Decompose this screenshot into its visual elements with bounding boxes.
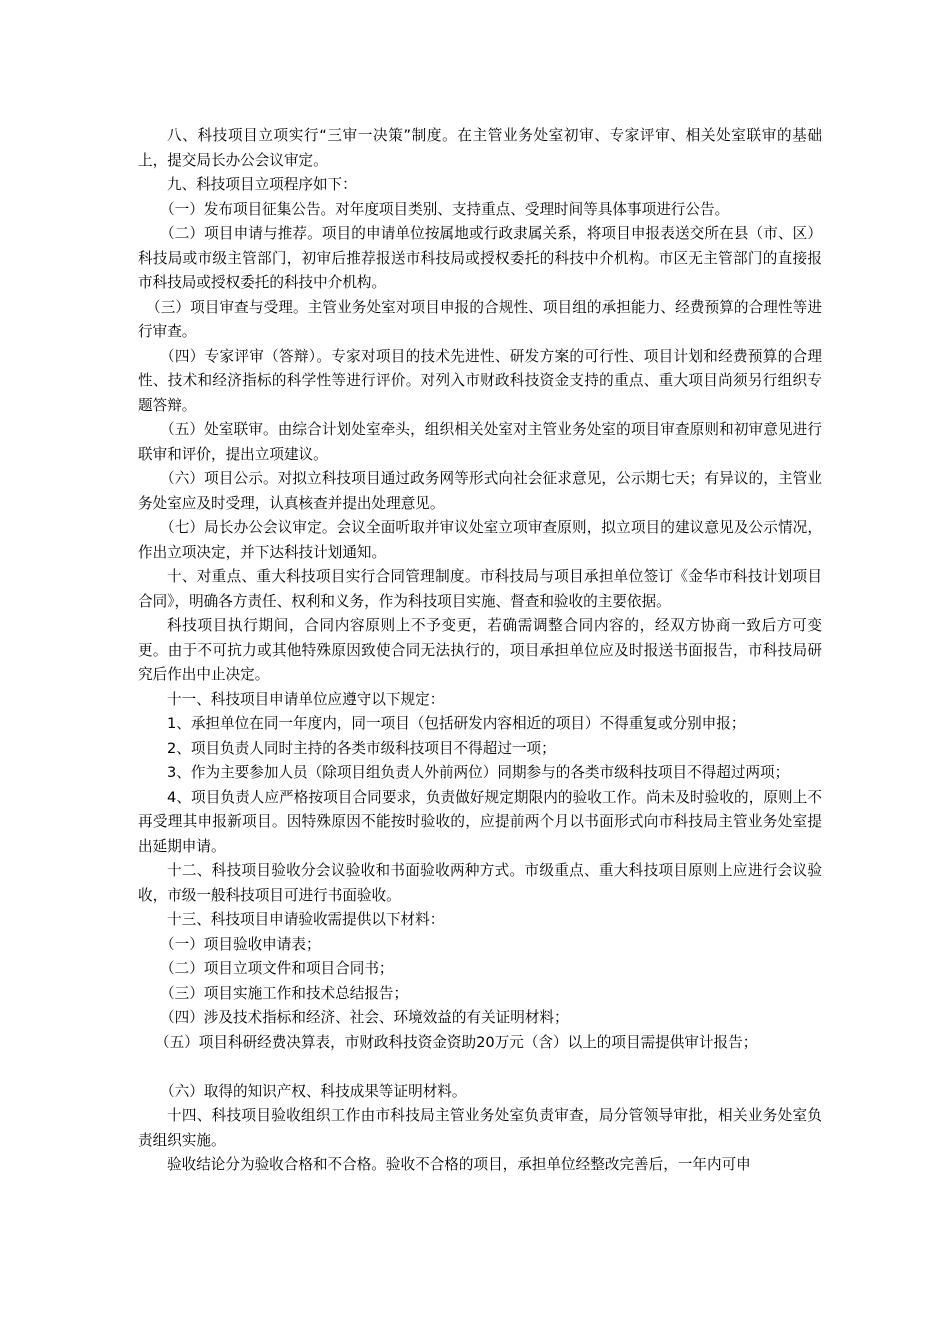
paragraph: （四）涉及技术指标和经济、社会、环境效益的有关证明材料； [160, 1009, 569, 1026]
paragraph: （二）项目立项文件和项目合同书； [160, 960, 394, 977]
paragraph: （三）项目实施工作和技术总结报告； [160, 984, 409, 1002]
paragraph: 2、项目负责人同时主持的各类市级科技项目不得超过一项； [167, 739, 556, 757]
paragraph: 十一、科技项目申请单位应遵守以下规定： [167, 690, 445, 708]
paragraph: 4、项目负责人应严格按项目合同要求，负责做好规定期限内的验收工作。尚未及时验收的，原则上不再受理其申报新项目。因特殊原因不能按时验收的，应提前两个月以书面形式向市科技局主管业务处室提出延期申请。 [138, 788, 822, 855]
blank-line [138, 1055, 822, 1080]
paragraph: 十二、科技项目验收分会议验收和书面验收两种方式。市级重点、重大科技项目原则上应进行会议验收，市级一般科技项目可进行书面验收。 [138, 862, 822, 904]
paragraph: （六）项目公示。对拟立科技项目通过政务网等形式向社会征求意见，公示期七天；有异议的，主管业务处室应及时受理，认真核查并提出处理意见。 [138, 470, 822, 512]
paragraph: 验收结论分为验收合格和不合格。验收不合格的项目，承担单位经整改完善后，一年内可申 [167, 1156, 751, 1173]
paragraph: （五）处室联审。由综合计划处室牵头，组织相关处室对主管业务处室的项目审查原则和初审意见进行联审和评价，提出立项建议。 [138, 421, 822, 463]
paragraph: 科技项目执行期间，合同内容原则上不予变更，若确需调整合同内容的，经双方协商一致后方可变更。由于不可抗力或其他特殊原因致使合同无法执行的，项目承担单位应及时报送书面报告，市科技局研究后作出中止决定。 [138, 617, 822, 683]
paragraph: （七）局长办公会议审定。会议全面听取并审议处室立项审查原则，拟立项目的建议意见及公示情况，作出立项决定，并下达科技计划通知。 [138, 519, 822, 561]
paragraph: （四）专家评审（答辩）。专家对项目的技术先进性、研发方案的可行性、项目计划和经费预算的合理性、技术和经济指标的科学性等进行评价。对列入市财政科技资金支持的重点、重大项目尚须另行组织专题答辩。 [138, 347, 822, 414]
paragraph: 九、科技项目立项程序如下： [167, 176, 357, 193]
paragraph: （三）项目审查与受理。主管业务处室对项目申报的合规性、项目组的承担能力、经费预算的合理性等进行审查。 [138, 298, 822, 340]
paragraph: （一）发布项目征集公告。对年度项目类别、支持重点、受理时间等具体事项进行公告。 [160, 200, 730, 218]
paragraph: （一）项目验收申请表； [160, 935, 321, 953]
paragraph: （二）项目申请与推荐。项目的申请单位按属地或行政隶属关系，将项目申报表送交所在县（市、区）科技局或市级主管部门，初审后推荐报送市科技局或授权委托的科技中介机构。市区无主管部门的直接报市科技局或授权委托的科技中介机构。 [138, 225, 822, 291]
document-page [138, 124, 822, 1178]
paragraph: 1、承担单位在同一年度内，同一项目（包括研发内容相近的项目）不得重复或分别申报； [167, 715, 746, 732]
paragraph: 十三、科技项目申请验收需提供以下材料： [167, 911, 445, 928]
paragraph: （五）项目科研经费决算表，市财政科技资金资助20万元（含）以上的项目需提供审计报告； [155, 1033, 758, 1051]
paragraph: 十四、科技项目验收组织工作由市科技局主管业务处室负责审查，局分管领导审批，相关业务处室负责组织实施。 [138, 1107, 822, 1149]
paragraph: 3、作为主要参加人员（除项目组负责人外前两位）同期参与的各类市级科技项目不得超过两项； [167, 764, 790, 781]
paragraph: 八、科技项目立项实行“三审一决策”制度。在主管业务处室初审、专家评审、相关处室联审的基础上，提交局长办公会议审定。 [138, 127, 822, 169]
paragraph: （六）取得的知识产权、科技成果等证明材料。 [160, 1082, 467, 1100]
paragraph: 十、对重点、重大科技项目实行合同管理制度。市科技局与项目承担单位签订《金华市科技计划项目合同》，明确各方责任、权利和义务，作为科技项目实施、督查和验收的主要依据。 [138, 568, 822, 610]
